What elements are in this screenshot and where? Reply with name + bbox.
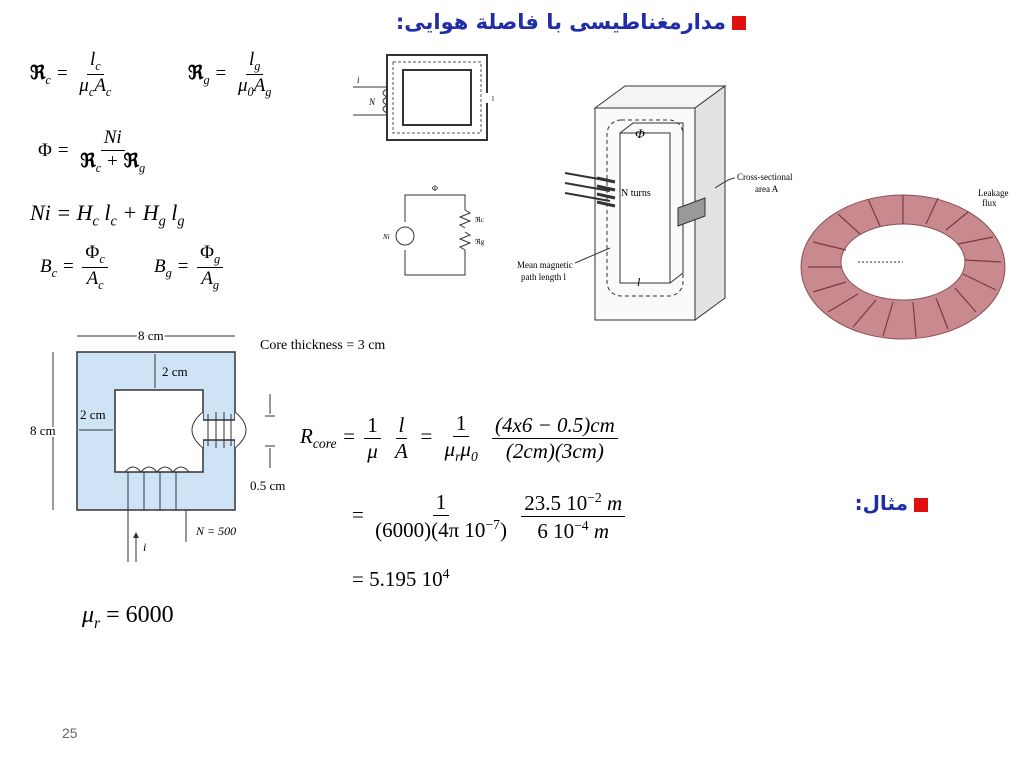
example-bullet-icon: [914, 498, 928, 512]
svg-text:N: N: [369, 97, 376, 107]
cross-section-label-1: Cross-sectional: [737, 172, 793, 182]
rectangular-core-figure: [515, 78, 815, 323]
side-thickness-label: 2 cm: [80, 407, 106, 422]
relative-permeability: $\mu_r = 6000$: [82, 602, 174, 632]
lc-label: l: [637, 275, 641, 289]
reluctance-calc-line1: $R_{core}$ = $\frac{1}{\mu}$ $\frac{l}{A}$ = $\frac{1}{\mu_r\mu_0}$ $\frac{(4x6 - 0.5)cm}{(2cm)(3cm)}$: [300, 412, 621, 464]
title-text: مدارمغناطیسی با فاصلة هوايی:: [395, 10, 726, 34]
leakage-label-1: Leakage: [978, 188, 1009, 198]
page-number: 25: [62, 725, 78, 741]
mean-path-label-2: path length l: [521, 272, 566, 282]
cross-section-label-2: area A: [755, 184, 779, 194]
flux-density-gap-formula: $B_g$ = $\frac{\Phi_g}{A_g}$: [154, 243, 226, 293]
svg-text:l: l: [492, 95, 494, 103]
mean-path-label-1: Mean magnetic: [517, 260, 573, 270]
example-text: مثال:: [854, 491, 908, 515]
reluctance-calc-line2: = $\frac{1}{(6000)(4\pi 10^{-7})}$ $\frac{23.5 10^{-2} m}{6 10^{-4} m}$: [352, 490, 628, 543]
equivalent-circuit-diagram: [375, 180, 500, 285]
toroid-figure: [798, 182, 1018, 352]
n-turns-label: N turns: [621, 188, 651, 199]
gapped-core-diagram: [345, 45, 505, 150]
turns-label: N = 500: [196, 524, 237, 538]
top-thickness-label: 2 cm: [162, 364, 188, 379]
height-label: 8 cm: [30, 423, 56, 438]
reluctance-gap-formula: ℜ$_g$ = $\frac{l_g}{\mu_0A_g}$: [188, 49, 272, 100]
slide-title: [396, 10, 746, 34]
mmf-formula: $Ni = H_c$ $l_c + H_g$ $l_g$: [30, 200, 185, 230]
svg-text:ℜg: ℜg: [475, 238, 485, 246]
svg-text:Φ: Φ: [432, 184, 438, 193]
title-bullet-icon: [732, 16, 746, 30]
current-label: i: [143, 540, 147, 554]
leakage-label-2: flux: [982, 198, 997, 208]
svg-text:i: i: [357, 75, 360, 85]
reluctance-result: = 5.195 $10^4$: [352, 566, 450, 591]
core-example-diagram: [30, 322, 295, 577]
phi-label: Φ: [635, 126, 645, 141]
svg-text:ℜc: ℜc: [475, 216, 484, 224]
svg-text:Ni: Ni: [383, 233, 390, 241]
core-thickness-note: Core thickness = 3 cm: [260, 338, 386, 353]
gap-label: 0.5 cm: [250, 478, 286, 493]
width-label: 8 cm: [138, 328, 164, 343]
example-heading: [855, 491, 928, 515]
flux-density-core-formula: $B_c$ = $\frac{\Phi_c}{A_c}$: [40, 243, 111, 293]
reluctance-core-formula: ℜ$_c$ = $\frac{l_c}{\mu_cA_c}$: [30, 49, 112, 100]
flux-formula: Φ = $\frac{Ni}{ℜ_c + ℜ_g}$: [38, 127, 146, 175]
